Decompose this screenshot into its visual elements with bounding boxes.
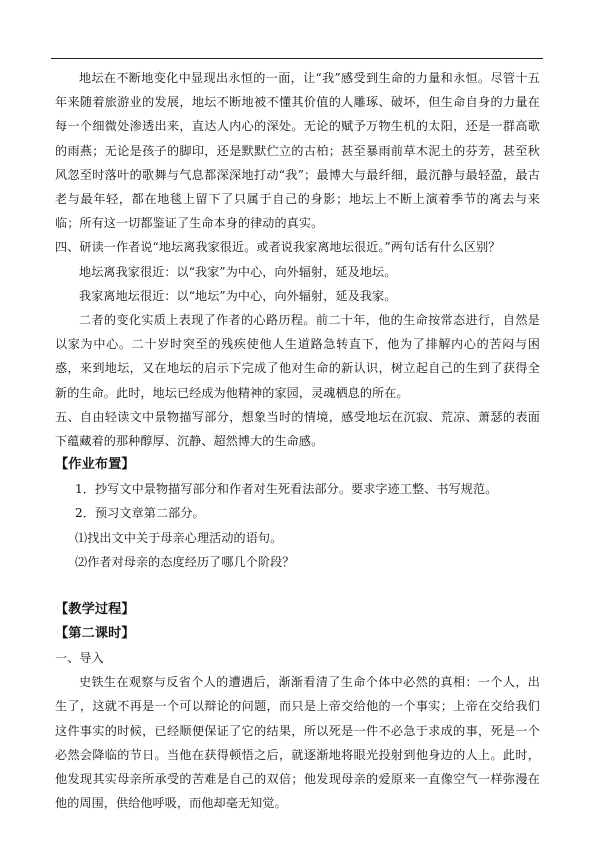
intro-paragraph: 史铁生在观察与反省个人的遭遇后，渐渐看清了生命个体中必然的真相：一个人，出生了，这就不再是一个可以辩论的问题，而只是上帝交给他的一个事实；上帝在交给我们这件事实的时候，已经顺便保证了它的结果，所以死是一件不必急于求成的事，死是一个必然会降临的节日。当他在获得顿悟之后，就逐渐地将眼光投射到他身边的人上。此时，他发现其实母亲所承受的苦难是自己的双倍；他发现母亲的爱原来一直像空气一样弥漫在他的周围，供给他呼吸，而他却毫无知觉。 <box>55 675 540 811</box>
section-gap <box>55 574 540 598</box>
process-heading: 【教学过程】 <box>55 602 135 618</box>
answer-four-a: 地坛离我家很近：以“我家”为中心，向外辐射，延及地坛。 <box>79 264 397 279</box>
question-five: 五、自由轻读文中景物描写部分，想象当时的情境，感受地坛在沉寂、荒凉、萧瑟的表面下蕴藏着的那种醇厚、沉静、超然博大的生命感。 <box>55 409 540 449</box>
homework-subitem-2: ⑵作者对母亲的态度经历了哪几个阶段？ <box>75 554 295 569</box>
paragraph-earth-altar: 地坛在不断地变化中显现出永恒的一面，让“我”感受到生命的力量和永恒。尽管十五年来随着旅游业的发展，地坛不断地被不懂其价值的人雕琢、破坏，但生命自身的力量在每一个细微处渗透出来，直达人内心的深处。无论的赋予万物生机的太阳，还是一群高歌的雨燕；无论是孩子的脚印，还是默默伫立的古柏；甚至暴雨前草木泥土的芬芳，甚至秋风忽至时落叶的歌舞与气息都深深地打动“我”；最博大与最纤细，最沉静与最轻盈，最古老与最年轻，都在地毯上留下了只属于自己的身影；地坛上不断上演着季节的离去与来临；所有这一切都鉴证了生命本身的律动的真实。 <box>55 71 540 231</box>
answer-four-c: 二者的变化实质上表现了作者的心路历程。前二十年，他的生命按常态进行，自然是以家为中心。二十岁时突至的残疾使他人生道路急转直下，他为了排解内心的苦闷与困惑，来到地坛，又在地坛的启示下完成了他对生命的新认识，树立起自己的生到了获得全新的生命。此时，地坛已经成为他精神的家园，灵魂栖息的所在。 <box>55 313 540 400</box>
question-four: 四、研读一作者说“地坛离我家很近。或者说我家离地坛很近。”两句话有什么区别？ <box>55 240 501 255</box>
intro-heading: 一、导入 <box>55 651 104 666</box>
document-body <box>55 66 540 815</box>
header-rule <box>51 58 543 59</box>
lesson-heading: 【第二课时】 <box>55 626 135 642</box>
answer-four-b: 我家离地坛很近：以“地坛”为中心，向外辐射，延及我家。 <box>79 288 397 303</box>
homework-subitem-1: ⑴找出文中关于母亲心理活动的语句。 <box>75 530 283 545</box>
homework-item-2: 2．预习文章第二部分。 <box>75 506 205 521</box>
homework-heading: 【作业布置】 <box>55 457 135 473</box>
homework-item-1: 1．抄写文中景物描写部分和作者对生死看法部分。要求字迹工整、书写规范。 <box>75 482 498 497</box>
